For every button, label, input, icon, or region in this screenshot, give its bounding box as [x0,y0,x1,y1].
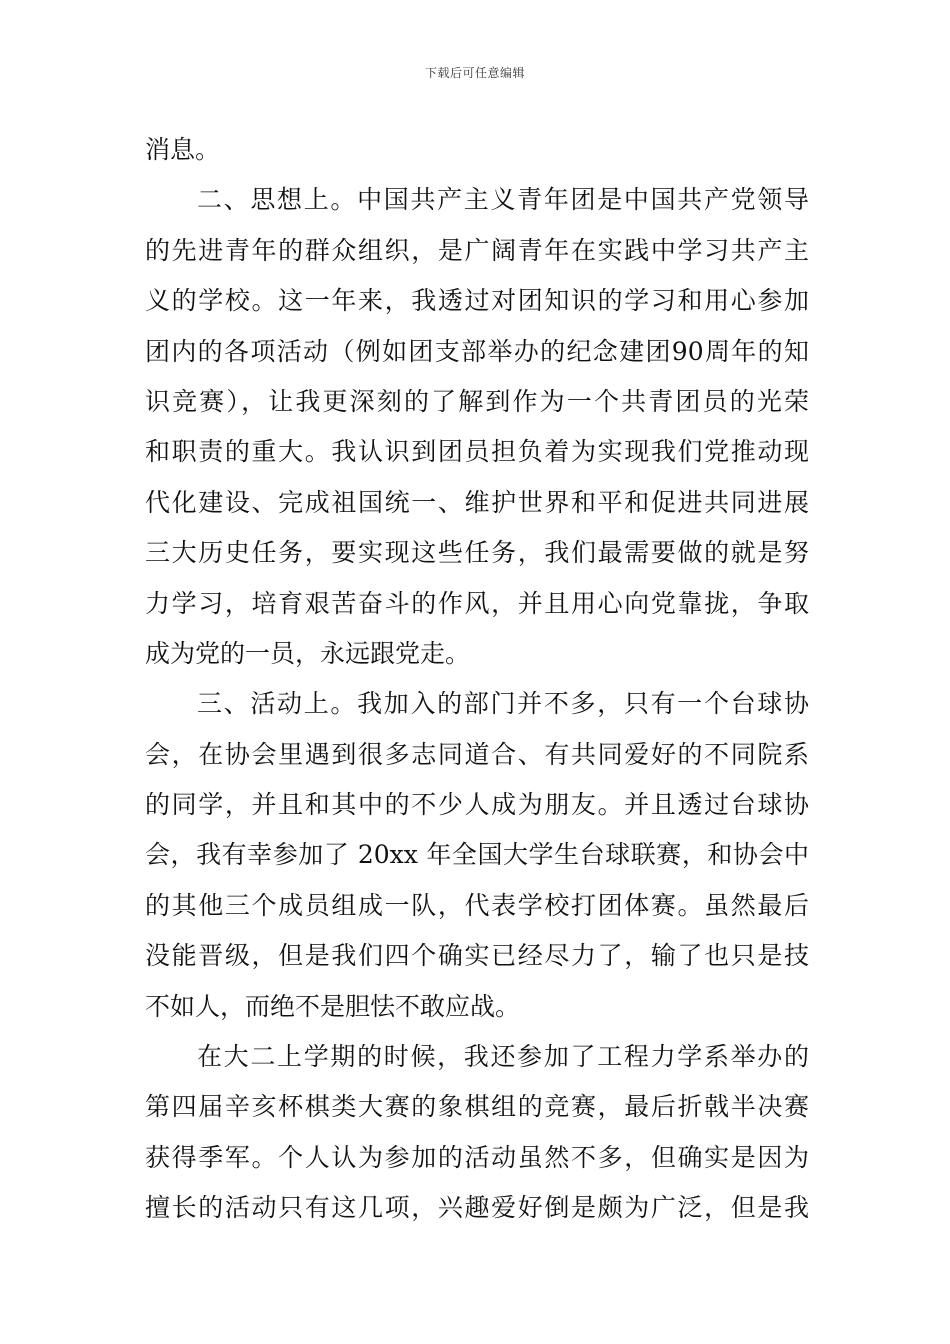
text-line: 在大二上学期的时候，我还参加了工程力学系举办的 [197,1042,809,1072]
document-body [145,125,809,1234]
text-line: 擅长的活动只有这几项，兴趣爱好倒是颇为广泛，但是我 [145,1193,809,1223]
text-line: 识竞赛），让我更深刻的了解到作为一个共青团员的光荣 [145,386,809,416]
text-line: 的其他三个成员组成一队，代表学校打团体赛。虽然最后 [145,890,809,920]
text-line: 力学习，培育艰苦奋斗的作风，并且用心向党靠拢，争取 [145,588,809,618]
text-line: 不如人，而绝不是胆怯不敢应战。 [145,991,521,1021]
text-line: 三大历史任务，要实现这些任务，我们最需要做的就是努 [145,538,809,568]
text-line: 代化建设、完成祖国统一、维护世界和平和促进共同进展 [145,487,809,517]
text-line: 会，在协会里遇到很多志同道合、有共同爱好的不同院系 [145,739,809,769]
text-line: 消息。 [145,135,221,164]
text-line: 会，我有幸参加了 20xx 年全国大学生台球联赛，和协会中 [145,840,809,870]
text-line: 成为党的一员，永远跟党走。 [145,638,471,668]
text-line: 二、思想上。中国共产主义青年团是中国共产党领导 [197,185,809,215]
text-line: 三、活动上。我加入的部门并不多，只有一个台球协 [197,689,809,719]
page-header: 下载后可任意编辑 [424,66,525,80]
text-line: 获得季军。个人认为参加的活动虽然不多，但确实是因为 [145,1142,809,1172]
text-line: 义的学校。这一年来，我透过对团知识的学习和用心参加 [145,286,809,316]
text-line: 的先进青年的群众组织，是广阔青年在实践中学习共产主 [145,235,809,265]
text-line: 团内的各项活动（例如团支部举办的纪念建团90周年的知 [145,336,809,366]
text-line: 和职责的重大。我认识到团员担负着为实现我们党推动现 [145,437,809,467]
text-line: 的同学，并且和其中的不少人成为朋友。并且透过台球协 [145,790,809,820]
text-line: 没能晋级，但是我们四个确实已经尽力了，输了也只是技 [145,941,809,971]
text-line: 第四届辛亥杯棋类大赛的象棋组的竞赛，最后折戟半决赛 [145,1092,809,1122]
